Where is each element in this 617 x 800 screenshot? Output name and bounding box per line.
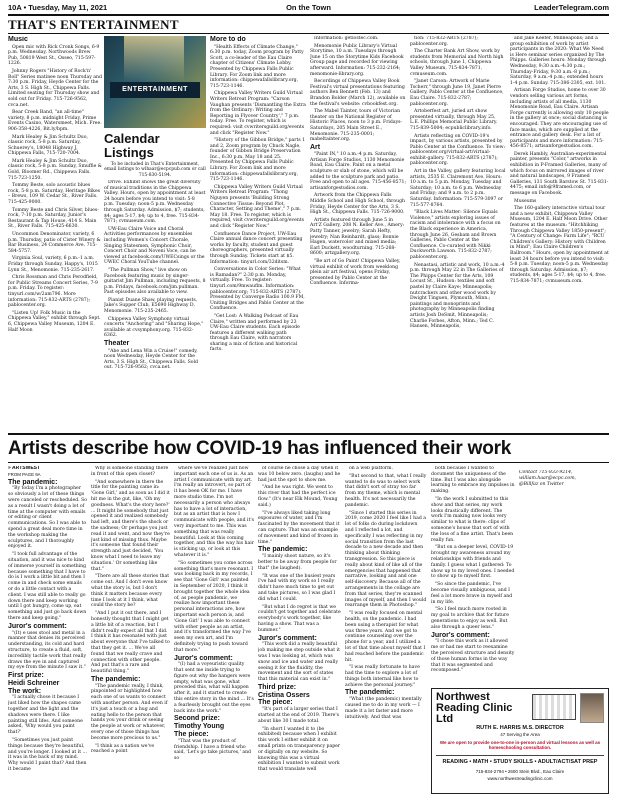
feature-text-4 [258,466,341,773]
feature-column-5 [345,466,427,796]
listing-paragraph: Confluence Dance Project, UW-Eau Claire annual dance concert presenting works by faculty, student and guest choreographers, presented virtually through Sunday. Tickets start at $5. Information: tinyurl.com/32ditsm. [210,231,303,265]
listing-paragraph: The 160-gallery interactive virtual tour and a new exhibit, Chippewa Valley Museum, 1204 E. Half Moon Drive. Other features at the museum: "Hitchhiking Through Chippewa Valley 1850-present"; "A Century of Change: Farm Life"; "RCU Children's Gallery: History with Children in Mind"; Eau Claire Children's Ballroom." Hours, open by appointment at least 24 hours before you intend to visit: 5-8 p.m. Tuesday; noon-5 p.m. Wednesday through Saturday. Admission, $7; students, $4; ages 5-17, $4; up to 4, free. 715-834-7871; cvmuseum.com. [510,206,609,284]
more-to-do-listings-cont [310,36,406,143]
listing-paragraph: Museums [514,198,537,204]
subhead: The piece: [174,731,209,739]
music-heading: Music [8,36,28,43]
listing-paragraph: "Black Lives Matter: Silence Equals Violence," artists exploring issues of racism and intolerance with a focus on the Black experience in America, through June 26, Gesbam and Brown Galleries, Pablo Center at the Confluence. Co-curated with Nikki Duckworth Lawson. 715-832-2787; pablocenter.org. [410,210,501,260]
listing-paragraph: Johnny Rogers "History of Rock'n' Roll" Series matinee noon Thursday and 7:30 p.m. Friday, Heyde Center for the Arts, 3 S. High St., Chippewa Falls. Limited seating for Thursday show and sold out for Friday. 715-726-9562, cvca.net. [8,68,102,108]
section-title: THAT'S ENTERTAINMENT [8,17,179,32]
reading-clinic-ad[interactable] [431,688,609,794]
feature-column-1 [8,466,87,796]
art-heading: Art [310,143,321,151]
listing-paragraph: "Janet Carson: Artwork of Marie Tscherr," through June 19, Janet Pierre Gallery, Pablo Center at the Confluence, Eau Claire. 715-832-2787; pablocenter.org. [410,79,504,107]
article-paragraph: "And he was right. We went to this river that had the perfect ice flow." (It's near Elk Mound, Young said.) [258,485,338,508]
art-listings [310,152,406,287]
contact-line-2[interactable]: william.haar@ecpc.com, [519,475,577,481]
feature-column-6 [431,466,515,684]
subhead: Juror's comment: [431,631,490,639]
feature-headline: Artists describe how COVID-19 has influenced their work [8,438,512,459]
listing-paragraph: "Abe and Lena Win a Cruise!" comedy, noon Wednesday, Heyde Center for the Arts, 3 S. High St., Chippewa Falls. Sold out. 715-726-9562; cvca.net. [104,348,198,371]
feature-text-6 [431,466,515,674]
listing-paragraph: Artwork from the Chippewa Falls Middle School and High School, through Friday, Heyde Center for the Arts, 3 S. High St., Chippewa Falls. 715-726-9000. [310,193,405,216]
article-paragraph: "And somewhere in there the title for the painting came in: 'Gone Girl,' and as soon as I did it hit me in the gut, like, 'Oh my goodness. What's the story here?' ... It might be somebody that just opened it and realized somebody had left, and there's the shock or the sadness; Or perhaps you just read it and went, and now they're just kind of missing thus. Maybe it's someone that found their strength and just decided, 'You know what I need to leave my situation.' Or something like that." [91,479,170,572]
listing-paragraph: "Paint IN," 10 a.m.-4 p.m. Saturday, Artisan Forge Studios, 1130 Menomonie Road, Eau Claire. Paint on a metal sculpture or slab of stone, which will be added to the sculpture park and patio. Free and open to all ages. 715-456-8571; artisanforgestudios.com. [310,152,406,191]
article-paragraph: "But what I do regret is that we couldn't get together and celebrate everybody's work together, like having a show. That was a bummer." [258,604,341,633]
more-to-do-listings [210,45,306,353]
article-paragraph: "I think as a nation we've reached a point [91,743,155,755]
ad-divider [436,755,604,756]
article-paragraph: "I took full advantage of the situation, and it was nice to kind of immerse yourself in something because something that I have to do is I work a little bit and then I come in and check some emails or do a little contact with a client. I was still able to really go down there and keep working until I got hungry, come up, eat something and just go back down there and keep going." [8,552,87,621]
ad-years: 47 Serving the Area [500,732,540,737]
article-paragraph: "It's part of a larger series that I started at the end of 2019. There's about like 30 I made total. [258,707,340,724]
article-paragraph: "So sometimes you come across something that's more resonant. I was looking back in my records, I see that 'Gone Girl' was painted in September of 2020, I think it brought together the whole idea of, as people pandemic, we realize how important these personal interactions are, how important each person is, and 'Gone Girl' I was able to connect with other people as an artist, and it's transformed the way I've seen my own art, and I'm definitely trying to push toward that more." [174,560,254,653]
article-paragraph: "What (the pandemic) mentally caused me to do in my work — I made it a lot faster and more intuitively. And that was [345,697,422,720]
article-paragraph: "So since the pandemic, I've become visually ambiguous, and I feel a lot more brave in myself and in my life. [431,582,513,605]
listing-paragraph: Artisan Forge Studios, home to over 30 vendors selling various art forms, including artists of all media, 1130 Menomonie Road, Eau Claire. Artisan Forge currently is allowing only 10 people in the gallery at once; social distancing is encouraged. They are encouraging use of face masks, which are supplied at the entrance and gallery desk. For a list of participants and more information: 715-456-8571; artisanforgestudios.com. [510,88,609,150]
feature-column-4 [258,466,341,796]
art-museum-listings [510,36,609,285]
article-paragraph: "This work did a really beautiful job making me step outside what it was I was looking at, which was snow and ice and water and really seeing it for the fluidity, the movement and the sort of states that this material can exist in." [258,642,340,683]
calendar-title-line2: Listings [104,145,154,160]
music-listings [8,45,102,334]
more-to-do-heading: More to do [210,36,246,43]
listings-column-3 [210,36,306,431]
article-paragraph: "By today I'm a photographer so obviously a lot of these things were canceled or rescheduled. So as a result I wasn't doing a lot of time at the computer with emails or editing or client communications. So I was able to spend a great deal more time in the workshop making the sculptures, and I thoroughly enjoyed it. [8,486,87,550]
clinic-logo [532,694,576,720]
subhead: Timothy Young [174,723,225,731]
article-paragraph: "There are all these stories that come out. And I don't even know what the story is, but I don't think it matters because every time I look at it I think, what could the story be? [91,574,170,609]
article-paragraph: "And I put it out there, and I honestly thought that I might get a little bit of a reaction, but I didn't really expect all that I did. I think it has resonated with just about everyone that I've talked to that they get it. ... We've all found that we really crave and connection with other people. And put that's a rare and beautiful thing." [91,611,170,675]
listing-paragraph: Artists featured through June 5 in Art'Z Gallery, 208 N. Keller Ave., Amery: Patty Tanner, jewelry; Sarah Hefty, jewelry; Nan Reinhardt, glass; Bonnie Hagen, watercolor and mixed media; Earl Duckett, woodturning. 715-268-8600; artzgallery.org. [310,217,405,257]
byline-sub: FROM PAGE 9A [8,471,41,477]
art-listings-cont [410,36,506,330]
listing-paragraph: Artoberfest art, juried art show presented virtually, through May 25, L.E. Phillips Memorial Public Library. 715-839-5004; ecpubliclibrary.info. [410,109,498,131]
ad-director: RUTH E. HARRIS M.S. DIRECTOR [476,725,564,731]
listing-paragraph: "History of the Gibbon Bridge," parts 1 and 2, Zoom program by Chuck Nagle, founder of Gibbon Bridge Preservation Inc., 6:30 p.m. May 18 and 25. Presented by Chippewa Falls Public Library. For Zoom link and more information: chippewafallslibrary.org, 715-723-1146. [210,138,306,183]
feature-top-rule [8,433,609,435]
section-name: On the Town [286,3,331,12]
subhead: The pandemic: [8,478,58,486]
contact-line-1: Contact 715-833-9214, [519,470,573,475]
calendar-blurb: To be included in That's Entertainment, email listings to wlhaar@ecpcpub.com or call 715-830-5194. [104,162,206,178]
subhead: The pandemic: [91,675,141,683]
listing-paragraph: "Listen Up! Folk Music in the Chippewa Valley," exhibit through Sept. 6, Chippewa Valley Museum, 1204 E. Half Moon [8,310,101,333]
listing-paragraph: Conversations in Color Series: "What is Ramadan?" 2:30 p.m. Monday, virtually. Free. To register: tinyurl.com/9mwauflm. Information: pablocenter.org; 715-832-ARTS (2787). Presented by Converge Radio 100.9 FM, Uniting Bridges and Pablo Center at the Confluence. [210,267,305,312]
subhead: The pandemic: [258,546,308,554]
listing-paragraph: Information: getlostec.com. [314,36,379,41]
article-paragraph: "I've always liked taking long exposures of water, and I'm fascinated by the movement that it can capture. That was an example of movement and kind of frozen in time." [258,510,340,545]
article-paragraph: "In the work I submitted to this show and that series, my work looks drastically different. The work I'm making now looks very similar to what is there: clips of someone's house that sort of with the loss of a fine artist. That's been really fun. [431,496,514,543]
listing-paragraph: Tommy Beste and Chris Silver, blues-rock, 7-10 p.m. Saturday, Junior's Restaurant & Tap House, 414 S. Main St., River Falls. 715-425-6630. [8,207,99,230]
article-paragraph: "But on a deeper level, COVID-19 brought my awareness around my relationships with friends and family. I guess what I gathered: To show up to my loved ones. I needed to show up to myself first. [431,545,515,580]
article-paragraph: "In short I wanted it to (be exhibited) because when I exhibit this work I either exhibit it on small prints on transparency paper or digitally on my website. So knowing this was a virtual exhibition I wanted to submit work that would translate well [258,726,341,773]
listings-column-4 [310,36,406,431]
director-photo [580,693,604,723]
ad-services: READING • MATH • STUDY SKILLS • ADULT/ACT/SAT PREP [442,759,598,765]
listings-column-5 [410,36,506,431]
article-paragraph: "I was really focused on mental health, on the pandemic. I had been using a therapist for what was three years. And we got to continue counseling over the phone for a year, and I utilized a lot of that time about myself that I had reached before the pandemic hit. [345,611,426,663]
page-number-date: 10A • Tuesday, May 11, 2021 [8,3,108,12]
listing-paragraph: UW-Eau Claire Voice and Choral Activities performances by ensembles including Women's Concert Chorale, Singing Statesmen, Symphonic Choir, Concert Choir and Noveni Voce, can be viewed at facebook.com/UWECsings or the UWEC Choral YouTube channel. [104,226,205,266]
site-url: LeaderTelegram.com [534,3,609,12]
listing-paragraph: Drive. Exhibit shows the great diversity of musical traditions in the Chippewa Valley. Hours, open by appointment at least 24 hours before you intend to visit: 5-8 p.m. Tuesday; noon-5 p.m. Wednesday through Saturday. Admission, $7; students, $4; ages 5-17, $4; up to 4, free. 715-834-7871; cvmuseum.com. [104,180,206,225]
theater-listings [104,349,206,371]
subhead: The work: [8,687,42,695]
byline: » ARTSWEST [8,466,41,471]
listing-paragraph: Mark Healey & Jim Schultz Duo, classic rock, 5-8 p.m. Saturday, Schuerey's, 18048 Highway J, Chippewa Falls, 715-720-7004. [8,134,88,157]
article-paragraph: "I was really fortunate to have had the time to explore a lot of things both internal like how to achieve the personal journey." [345,665,420,688]
ad-phone-address[interactable]: 715-834-2794 • 2600 Stein Blvd., Eau Claire [475,769,565,774]
article-paragraph: "It was one of the busiest years I've had with my work so I really didn't have much time to get out and take pictures, so I was glad I did what I could. [258,573,336,602]
ad-heading-line2: Reading Clinic Ltd [436,702,513,725]
ad-heading [436,692,528,725]
ad-website[interactable]: www.northwestreadingclinic.com [487,776,553,781]
article-paragraph: "So I feel much more rooted in my goal to archive that for future generations to enjoy as well. But also through a queer lens." [431,607,509,630]
listing-paragraph: Mark Healey & Jim Schultz Duo, classic rock, 5-8 p.m. Sunday, Smuffie & Gold, Bloomer Rd., Chippewa Falls. 715-723-1250. [8,158,102,181]
listing-paragraph: The Mabel Tainter, tours of Victorian theater on the National Register of Historic Places, noon to 3 p.m. Fridays-Saturdays, 205 Main Street E., Menomonie. 715-235-0001; mabeltainter.org. [310,109,403,143]
listing-paragraph: Uncommon Denominator, variety, 6 p.m. Thursday, patio of Cister Winery & Bar Business, 24 Commerce Ave. 715-584-5757. [8,232,101,254]
subhead: Second prize: [174,715,220,723]
listing-paragraph: Tommy Beste, solo acoustic blues rock, 5-8 p.m. Saturday, Heritage Bikes – Brews, 109 W. Cedar St., River Falls. 715-425-9000. [8,183,101,206]
listing-paragraph: "Get Lost: A Walking Podcast of Eau Claire," written and performed by 23 UW-Eau Claire students. Each episode features a different walking path through Eau Claire, with narrators sharing a mix of fiction and historical facts. [210,313,300,353]
article-paragraph: "But second to that, what I really wanted to do was to select work that didn't sort of stray too far from my theme, which is mental health. It's not necessarily the pandemic. [345,473,427,508]
article-paragraph: "Since I started this series in 2019, come 2020 I feel like I had a lot of folks do during lockdown and I reflected a lot, and specifically I was reflecting in my social transition from the last decade to a new decade and then thinking about thinking transgression. So this piece is really about kind of like all of the emergencies that happened that narrative, looking and and one self-discovery. Because all of the arrangements in the collage are from that series, they're scanned images of myself, and then I would rearrange them in Photoshop." [345,510,427,609]
subhead: Cristina Ossers [258,691,310,699]
article-paragraph: "(It) e uses stool and metal in a manner that denies its perceived understanding, its cold and hard structure, to create a fluid, soft, incredibly tactile work that really draws the eye in and captured my eye from the minute I saw it." [8,630,87,671]
article-paragraph: where we've realized just how important each one of us is. As an artist I communicate with my art. I'm really an introvert, so part of it has been OK for me. I have more studio time. I'm not necessarily a person who always has to have a lot of interaction, but as an artist that is how I communicate with people, and it's very important to me. This was something that was really beautiful. Look at this coming together, and this the way his hair is sticking up, or look at this whatever it is." [174,466,254,558]
listing-paragraph: Nenastasi, artistic and work, 10 a.m.-4 p.m. through May 22 in The Galleries of The Phipps Center for the Arts, 109 Locust St., Hudson: textiles and soft pastel by Claire Kaye; Minneapolis; nutcrackers and other wood work by Dwight Tinguen, Plymouth, Minn.; paintings and monoprints and photography by Minneapolis finding artists Josh DeSmit, Minneapolis; Charlie Forbes, Afton, Minn.; Ted C. Hansen, Minneapolis, [410,262,505,330]
feature-text-1 [8,480,87,773]
calendar-logo-image [104,36,206,128]
calendar-title-line1: Calendar [104,131,160,146]
subhead: Juror's comment: [8,622,67,630]
listing-paragraph: Artists reflecting on COVID-19's impact, by various artists, presented by Pablo Center at the Confluence. To view: pablocenter.org/virtual-art/virtual-exhibit-gallery. 715-832-ARTS (2787); pablocenter.org. [410,133,506,167]
article-paragraph: "I chose this work as it allowed me or had me start to reexamine the perceived structure and density of those human forms in the way that it was segmented and recomposed." [431,639,515,674]
listing-paragraph: Bear Creek Band, "an all-time" variety, 8 p.m. midnight Friday, Prime Events Casino, Watersmeet, Mich. Free. 906-358-4226, Bit.ly/bpm. [8,110,102,132]
feature-text-5 [345,466,427,720]
article-paragraph: "I actually chose it because I just liked how the shapes came together and the light and the shadows were there. I like painting still lifes. And someone asked, 'Why would you paint that?' [8,695,83,736]
article-paragraph: "That was the product of friendship. I have a friend who said, 'Let's go take pictures,' and so [174,738,251,762]
subhead: The piece: [258,699,293,707]
ad-tagline: We are open to provide one-to-one in-person and virtual lessons as well as homeschooling consultation. [439,740,601,750]
feature-column-2 [91,466,170,796]
listing-paragraph: Chippewa Valley Symphony virtual concerts "Anchoring" and "Sharing Hope," available at cvsymphony.org. 715-832-6362. [104,316,204,339]
feature-headline-rule [8,462,609,463]
article-paragraph: "I mainly shoot nature, so it's better to be away from people for that" (he laughed). [258,554,337,571]
listing-paragraph: Pianist Duane Shaw, playing requests, Jake's Supper Club, E5690 Highway D, Menomonie. 715-235-2465. [104,297,198,315]
listing-paragraph: "The Pullman Show," live show on Facebook featuring music by singer-guitarist Jim Pullman, including requests, 8 p.m. Fridays, facebook.com/jim.pullman. Past episodes also available to view. [104,267,206,296]
subhead: Heidi Schreiner [8,679,60,687]
subhead: Third prize: [258,683,297,691]
listing-paragraph: Virginia Soul, variety, 6 p.m.-1 a.m. Friday through Sunday, Happy's, 1015 Lynn St., Menomonie. 715-235-2617. [8,256,98,273]
theater-heading: Theater [104,340,130,348]
entertainment-sign: ENTERTAINMENT [110,82,200,98]
subhead: Juror's comment: [174,654,233,662]
subhead: Juror's comment: [258,634,317,642]
listing-paragraph: Chippewa Valley Writers Guild Virtual Writers Retreat Program: "Thong Nguyen presents 'Building Strong Connective Tissue: Beyond Plot, Character, Setting and Theme'," 7 p.m. May 18. Free. To register, which is required, visit cvwritersguild.org/events and click "Register Now." [210,184,305,229]
listings-column-2 [104,180,206,431]
spotlight-beam [124,36,184,82]
listing-paragraph: Recordings of Chippewa Valley Book Festival's virtual presentations featuring authors Ben Bennett (Feb. 13) and Brandon Bolder (March 12), available on the festival's website: cvbookfest.org. [310,79,406,107]
article-paragraph: "The pandemic really, I think, pinpointed or highlighted how each one of us wants to connect with another person. And even if it's just a touch or a hug and eating hello to the person that hands you your drink or seeing the people at work or whatever, every one of those things has become more precious to us." [91,683,168,741]
listing-paragraph: Derek Hambly, Australian-experimental painter, presents "Color," artworks in exhibition in P-Framed Galleries, many of which focus on mirrored images of river and natural landscapes, 9 Framed Galleries, 131 South Barstow St. 715-831-4475; email info@9framed.com, or message on Facebook. [510,151,609,197]
calendar-listings-title [104,132,206,160]
article-paragraph: "Sometimes you just paint things because they're beautiful, and you're longer. I looked at it ... it was in the back of my mind. Why would I paint that? And then it became [8,738,87,773]
feature-column-7 [519,470,609,690]
subhead: First prize: [8,672,44,680]
article-paragraph: Why is someone standing there in front of this open closet? [91,466,169,477]
section-rule [8,33,609,34]
listing-paragraph: Chippewa Valley Writers Guild Virtual Writers Retreat Program: "Carson Vaughan presents 'Dismantling the Extra from the Ordinary: Writing and Reporting in Flyover Country'," 7 p.m. today. Free. To register, which is required: visit cvwritersguild.org/events and click "Register Now." [210,91,306,136]
listing-paragraph: "Be art of Go Paint! Chippewa Valley, virtual exhibit of work from weeklong plein air art festival, opens Friday, presented by Pablo Center at the Confluence. Informa- [310,258,401,287]
listing-paragraph: tion: 715-832-ARTS (2787); pablocenter.org. [410,36,478,47]
feature-text-3 [174,466,254,762]
listing-paragraph: "Health Effects of Climate Change," 6:30 p.m. today, Zoom program by Patty Scott, a co-leader of the Eau Claire chapter of Citizens' Climate Lobby. Presented by Chippewa Falls Public Library. For Zoom link and more information: chippewafallslibrary.org, 715-723-1146. [210,44,304,89]
listing-paragraph: Open mic with Rick Cronk Songs, 6-9 p.m. Wednesday, Northwoods Brew Pub, 50819 West St., Osseo, 715-597-1226. [8,44,100,67]
listings-column-6 [510,36,609,431]
listing-paragraph: Art in the Valley, gallery featuring local artists, 2535 E. Clairemont Ave. Hours: 10 a.m. to 5 p.m. Monday, Tuesday and Saturday; 10 a.m. to 6 p.m. Wednesday and Friday; and 9 a.m. to 2 p.m. Saturday. Information: 715-579-3097 or 715-577-8764. [410,169,506,208]
top-rule [8,14,609,16]
listing-paragraph: and Jake Keefer, Minneapolis; and a group exhibition of work by artist participants in the 2020: What We Need is Here seminar series organized by The Phipps. Galleries hours: Monday through Wednesday, 9:30 a.m.-4:30 p.m.; Thursday-Friday, 9:30 a.m.-8 p.m.; Saturday, 9 a.m.-4 p.m.; extended hours 1-4 p.m. Sunday. 715-386-2305, ext. 101. [510,36,606,86]
article-paragraph: of course he chose a day when it was 10 below zero. (laughs) and he had just the spot to show me. [258,466,341,483]
subhead: The pandemic: [345,689,395,697]
feature-text-2 [91,466,170,755]
music-listings-cont [104,180,206,339]
article-paragraph: "(I) had a voyeuristic quality that sent me inside trying to figure out why the hangers were empty, what was gone, what preceded this, what will happen after it, and it started to create this entire story in the mind ... It's a fearlessly brought out the eyes back into the work." [174,662,254,714]
listing-paragraph: Menomonie Public Library's Virtual Storytime, 10 a.m. Tuesdays through June 15 on the Storytime Kids Facebook Group page and recorded for viewing afterward. Information: 715-232-2164; menomonie-library.org. [310,43,404,77]
listing-paragraph: The Charter Bank Art Show, work by students from Memorial and North high schools, through June 1, Chippewa Valley Museum, 715-834-7871, cvmuseum.com. [410,49,504,77]
contact-line-3[interactable]: @Billfaz on Twitter [519,481,564,487]
article-paragraph: on a web platform. [349,466,393,471]
listing-paragraph: Chris Rossman and Chris Perodfield, for Public Streams Concert Series, 7-9 p.m. Friday. To register: tinyurl.com/w/2am796. More information: 715-832-ARTS (2787); pablocenter.org. [8,275,98,309]
listings-column-1 [8,36,102,431]
feature-column-3 [174,466,254,796]
ad-heading-line1: Northwest [436,691,490,703]
article-paragraph: both because I wanted to document the uniqueness of the time. But I was also alongside learning to embrace my impulses in making. [431,466,515,495]
